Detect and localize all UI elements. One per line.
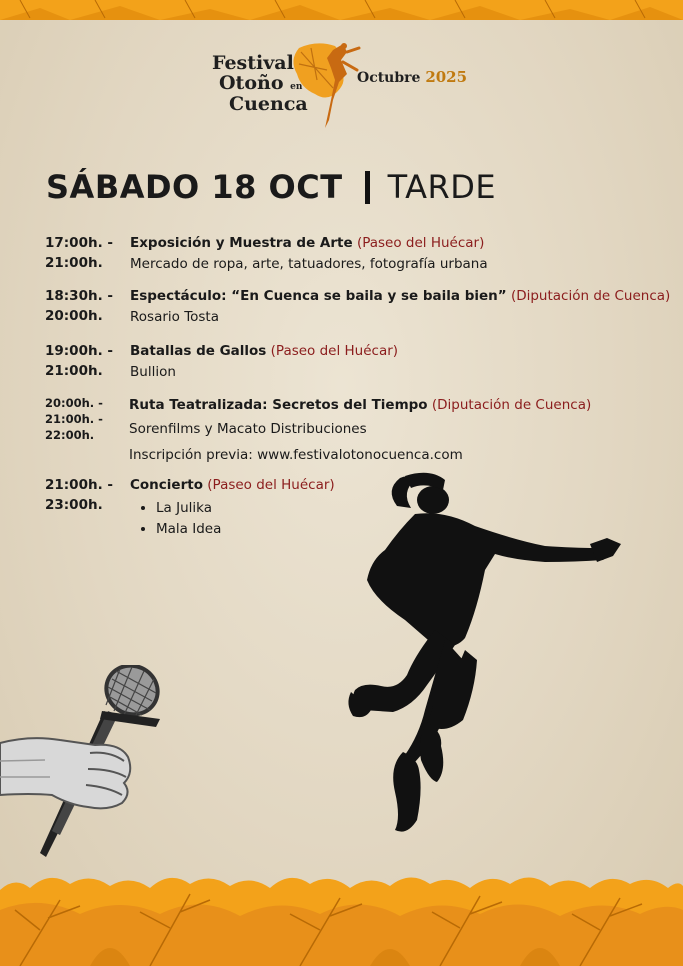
event-time-start: 18:30h. -: [45, 288, 114, 304]
heading-day: SÁBADO 18 OCT: [46, 168, 343, 206]
event-title: Batallas de Gallos: [130, 343, 267, 359]
top-leaf-border: [0, 0, 683, 20]
festival-logo: [205, 40, 475, 130]
event-time-start: 17:00h. -: [45, 235, 114, 251]
event-title: Exposición y Muestra de Arte: [130, 235, 353, 251]
heading-separator: [365, 171, 370, 204]
event-time-start: 19:00h. -: [45, 343, 114, 359]
event-title: Ruta Teatralizada: Secretos del Tiempo: [129, 397, 428, 413]
event-time: [45, 233, 113, 273]
logo-date: [357, 68, 467, 86]
event-time-end: 21:00h.: [45, 363, 103, 379]
event-time-end: 22:00h.: [45, 428, 95, 442]
event-title: Concierto: [130, 477, 203, 493]
logo-year-text: 2025: [425, 68, 468, 86]
event-details: [130, 286, 670, 328]
event-registration: Inscripción previa: www.festivalotonocuenca.com: [129, 447, 463, 463]
event-time-start: 21:00h. -: [45, 477, 114, 493]
logo-festival-text: Festival: [212, 52, 294, 74]
event-title: Espectáculo: “En Cuenca se baila y se baila bien”: [130, 288, 507, 304]
dancer-silhouette-icon: [345, 470, 630, 838]
event-description: Mercado de ropa, arte, tatuadores, fotografía urbana: [130, 256, 488, 272]
event-venue: (Diputación de Cuenca): [431, 397, 592, 413]
event-venue: (Paseo del Huécar): [207, 477, 335, 493]
event-time: [45, 286, 113, 326]
logo-otono-text: Otoño: [219, 72, 284, 94]
event-description: Bullion: [130, 364, 176, 380]
event-time-end: 21:00h.: [45, 255, 103, 271]
logo-month-text: Octubre: [357, 70, 421, 86]
logo-cuenca-text: Cuenca: [229, 93, 308, 115]
heading-period: TARDE: [387, 168, 497, 206]
event-details: [129, 395, 669, 466]
microphone-hand-icon: [0, 665, 170, 860]
logo-en-text: en: [290, 82, 303, 92]
event-details: [130, 341, 670, 383]
event-venue: (Paseo del Huécar): [270, 343, 399, 359]
page-title: [46, 168, 496, 206]
event-description: Sorenfilms y Macato Distribuciones: [129, 421, 367, 437]
event-description: Rosario Tosta: [130, 309, 220, 325]
event-time-middle: 21:00h. -: [45, 412, 103, 426]
list-item: • La Julika: [156, 498, 670, 519]
event-time: [45, 475, 113, 515]
bottom-leaf-border: [0, 870, 683, 966]
event-details: [130, 233, 670, 275]
event-time: [45, 341, 113, 381]
list-item: • Mala Idea: [156, 519, 670, 540]
event-time-end: 23:00h.: [45, 497, 103, 513]
event-time-start: 20:00h. -: [45, 396, 103, 410]
event-venue: (Paseo del Huécar): [356, 235, 485, 251]
event-time: [45, 395, 103, 443]
event-time-end: 20:00h.: [45, 308, 103, 324]
event-venue: (Diputación de Cuenca): [510, 288, 671, 304]
